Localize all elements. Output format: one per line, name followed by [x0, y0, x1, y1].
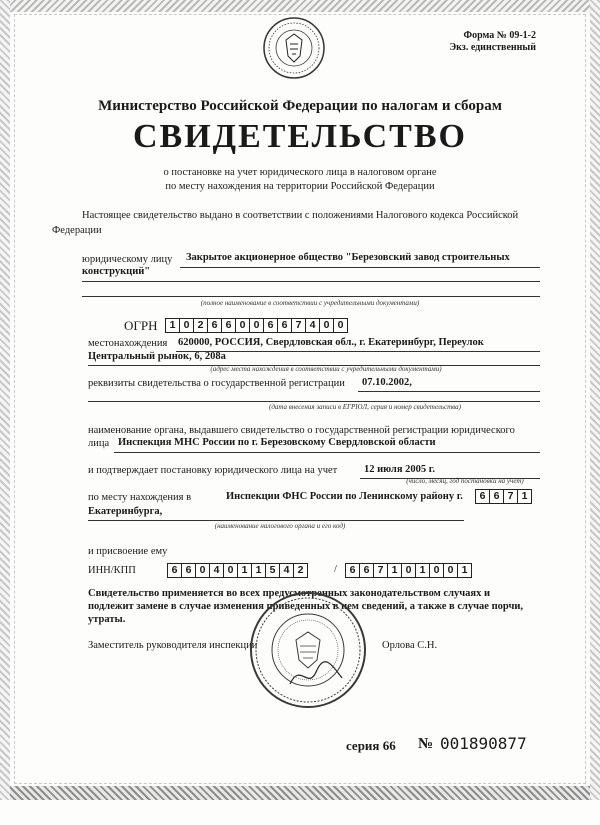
- ogrn-digit: 0: [249, 318, 264, 333]
- intro-line-2: Федерации: [52, 225, 102, 236]
- confirms-label: и подтверждает постановку юридического лица на учет: [88, 465, 338, 476]
- notice-line-2: подлежит замене в случае изменения приведенных в нем сведений, а также в случае порчи,: [88, 601, 524, 612]
- inn-boxes: [168, 563, 308, 578]
- confirms-hint: (число, месяц, год постановки на учет): [406, 477, 524, 485]
- inn-kpp-label: ИНН/КПП: [88, 565, 136, 576]
- inn-kpp-slash: /: [334, 564, 337, 575]
- series-number: 001890877: [440, 734, 527, 753]
- registration-hint: (дата внесения записи в ЕГРЮЛ, серия и номер свидетельства): [269, 403, 461, 411]
- form-number: [449, 30, 536, 54]
- ogrn-label: ОГРН: [124, 318, 158, 333]
- ogrn-digit: 1: [165, 318, 180, 333]
- kpp-digit: 0: [401, 563, 416, 578]
- place-value-line-1: Инспекции ФНС России по Ленинскому району г.: [226, 491, 463, 502]
- number-label: №: [418, 736, 434, 752]
- place-value-line-2: Екатеринбурга,: [88, 506, 163, 517]
- inn-digit: 4: [209, 563, 224, 578]
- place-hint: (наименование налогового органа и его код): [214, 522, 346, 530]
- kpp-digit: 1: [415, 563, 430, 578]
- place-code-digit: 7: [503, 489, 518, 504]
- inn-digit: 0: [223, 563, 238, 578]
- subtitle-line-2: по месту нахождения на территории Российской Федерации: [165, 181, 435, 192]
- ogrn-digit: 4: [305, 318, 320, 333]
- inn-digit: 6: [181, 563, 196, 578]
- kpp-digit: 6: [359, 563, 374, 578]
- place-code-digit: 6: [475, 489, 490, 504]
- place-label: по месту нахождения в: [88, 492, 192, 503]
- signer-name: Орлова С.Н.: [382, 640, 438, 651]
- legal-entity-hint: (полное наименование в соответствии с учредительными документами): [200, 299, 420, 307]
- ogrn-digit: 7: [291, 318, 306, 333]
- kpp-digit: 1: [457, 563, 472, 578]
- round-official-stamp-icon: [248, 590, 368, 710]
- location-label: местонахождения: [88, 338, 168, 349]
- location-hint: (адрес места нахождения в соответствии с учредительными документами): [210, 365, 442, 373]
- confirms-date: 12 июля 2005 г.: [364, 464, 435, 475]
- ogrn-digit: 2: [193, 318, 208, 333]
- notice-line-1: Свидетельство применяется во всех предусмотренных законодательством случаях и: [88, 588, 491, 599]
- place-code-digit: 1: [517, 489, 532, 504]
- place-code-digit: 6: [489, 489, 504, 504]
- series-label: серия 66: [346, 738, 396, 753]
- registration-label: реквизиты свидетельства о государственной регистрации: [88, 378, 345, 389]
- ogrn-digit: 6: [277, 318, 292, 333]
- border-pattern-bottom: [0, 786, 600, 800]
- legal-entity-name-line-1: Закрытое акционерное общество "Березовский завод строительных: [186, 252, 510, 263]
- signer-title: Заместитель руководителя инспекции: [88, 640, 258, 651]
- form-number-text: Форма № 09-1-2: [463, 30, 536, 41]
- ogrn-digit: 0: [235, 318, 250, 333]
- intro-line-1: Настоящее свидетельство выдано в соответствии с положениями Налогового кодекса Российской: [82, 210, 519, 221]
- document-subtitle: [0, 166, 600, 194]
- document-title: СВИДЕТЕЛЬСТВО: [133, 118, 467, 155]
- coat-of-arms-seal-icon: [262, 16, 326, 80]
- location-line-1: 620000, РОССИЯ, Свердловская обл., г. Екатеринбург, Переулок: [178, 337, 484, 348]
- ogrn-boxes: [166, 318, 348, 333]
- ogrn-digit: 0: [179, 318, 194, 333]
- kpp-boxes: [346, 563, 472, 578]
- ogrn-digit: 6: [221, 318, 236, 333]
- ogrn-digit: 6: [207, 318, 222, 333]
- ogrn-digit: 0: [319, 318, 334, 333]
- inn-digit: 4: [279, 563, 294, 578]
- authority-label: лица: [88, 438, 110, 449]
- kpp-digit: 1: [387, 563, 402, 578]
- inn-digit: 2: [293, 563, 308, 578]
- place-code-boxes: [476, 489, 532, 504]
- ministry-name: Министерство Российской Федерации по налогам и сборам: [98, 98, 502, 114]
- inn-digit: 6: [167, 563, 182, 578]
- ogrn-digit: 0: [333, 318, 348, 333]
- form-copy-text: Экз. единственный: [449, 42, 536, 53]
- ogrn-digit: 6: [263, 318, 278, 333]
- inn-digit: 1: [251, 563, 266, 578]
- legal-entity-name-line-2: конструкций": [82, 266, 151, 277]
- legal-entity-label: юридическому лицу: [82, 254, 173, 265]
- kpp-digit: 7: [373, 563, 388, 578]
- subtitle-line-1: о постановке на учет юридического лица в налоговом органе: [163, 167, 437, 178]
- registration-value: 07.10.2002,: [362, 377, 412, 388]
- authority-line-1: наименование органа, выдавшего свидетельство о государственной регистрации юридического: [88, 425, 515, 436]
- inn-digit: 1: [237, 563, 252, 578]
- inn-digit: 0: [195, 563, 210, 578]
- kpp-digit: 0: [443, 563, 458, 578]
- assignment-label: и присвоение ему: [88, 546, 168, 557]
- border-pattern-top: [0, 0, 600, 12]
- kpp-digit: 0: [429, 563, 444, 578]
- inn-digit: 5: [265, 563, 280, 578]
- location-line-2: Центральный рынок, 6, 208а: [88, 351, 226, 362]
- notice-line-3: утраты.: [88, 614, 126, 625]
- authority-value: Инспекция МНС России по г. Березовскому Свердловской области: [118, 437, 436, 448]
- kpp-digit: 6: [345, 563, 360, 578]
